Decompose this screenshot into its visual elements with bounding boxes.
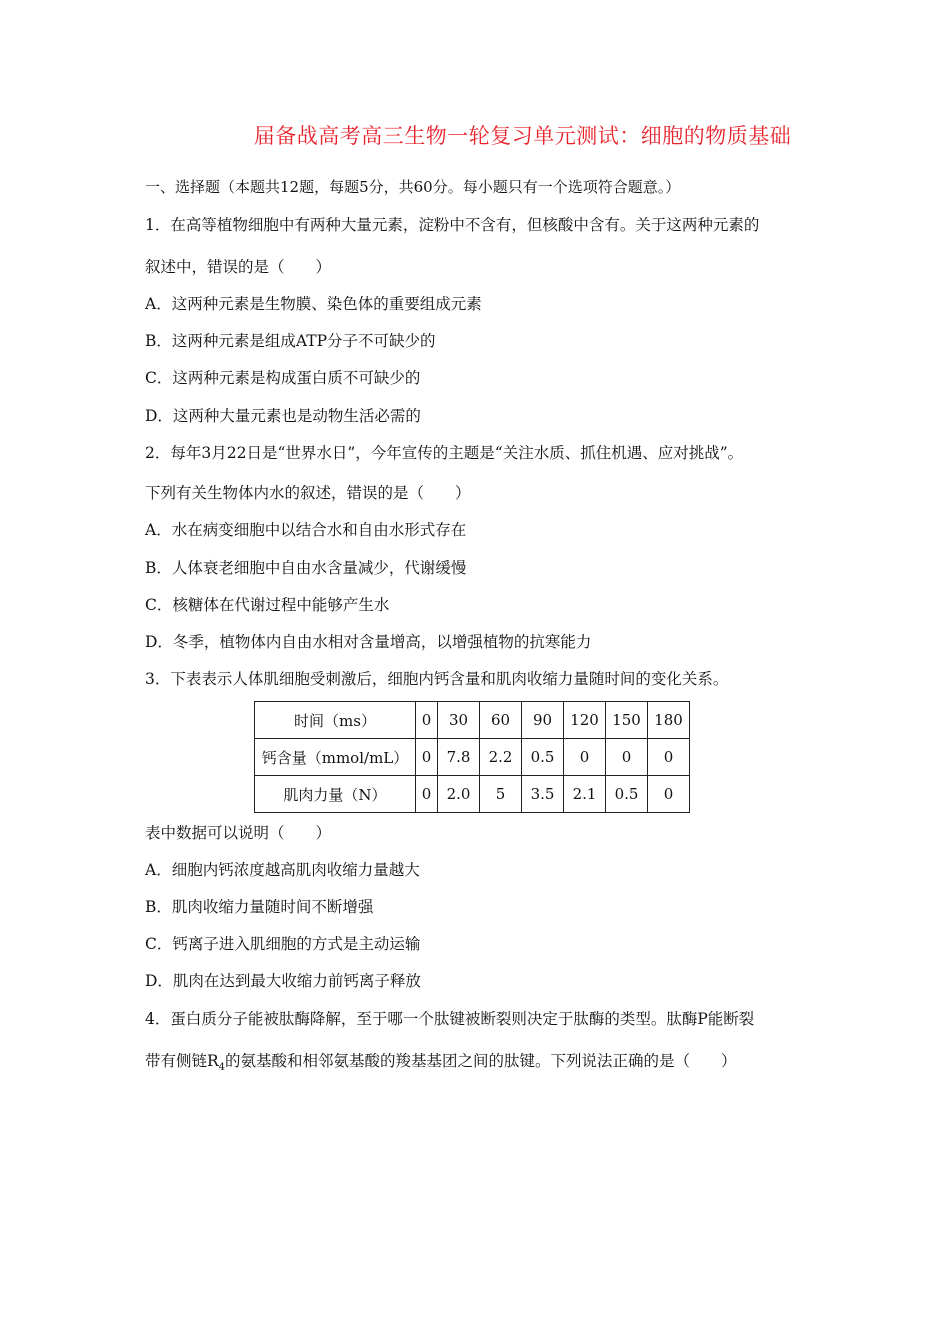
- q3-stem: 3．下表表示人体肌细胞受刺激后，细胞内钙含量和肌肉收缩力量随时间的变化关系。: [145, 670, 729, 688]
- table-cell: 0: [416, 776, 438, 813]
- q1-stem-line1: 1．在高等植物细胞中有两种大量元素，淀粉中不含有，但核酸中含有。关于这两种元素的: [145, 216, 760, 234]
- q2-option-c: C．核糖体在代谢过程中能够产生水: [145, 596, 390, 614]
- table-cell: 0: [606, 739, 648, 776]
- table-cell: 0.5: [606, 776, 648, 813]
- page-title: 届备战高考高三生物一轮复习单元测试：细胞的物质基础: [253, 124, 792, 148]
- q2-option-d: D．冬季，植物体内自由水相对含量增高，以增强植物的抗寒能力: [145, 633, 592, 651]
- table-cell: 2.2: [480, 739, 522, 776]
- table-cell: 肌肉力量（N）: [255, 776, 416, 813]
- table-cell: 90: [522, 702, 564, 739]
- table-cell: 3.5: [522, 776, 564, 813]
- q3-option-c: C．钙离子进入肌细胞的方式是主动运输: [145, 935, 421, 953]
- q1-option-a: A．这两种元素是生物膜、染色体的重要组成元素: [145, 295, 482, 313]
- table-cell: 60: [480, 702, 522, 739]
- q4-subscript: 4: [218, 1062, 226, 1074]
- table-cell: 0: [416, 702, 438, 739]
- table-cell: 0: [648, 776, 690, 813]
- q3-option-a: A．细胞内钙浓度越高肌肉收缩力量越大: [145, 861, 420, 879]
- data-table: [254, 701, 690, 813]
- q1-option-c: C．这两种元素是构成蛋白质不可缺少的: [145, 369, 421, 387]
- q1-option-b: B．这两种元素是组成ATP分子不可缺少的: [145, 332, 436, 350]
- q3-option-d: D．肌肉在达到最大收缩力前钙离子释放: [145, 972, 421, 990]
- table-row: [255, 776, 690, 813]
- q1-option-d: D．这两种大量元素也是动物生活必需的: [145, 407, 421, 425]
- q2-option-a: A．水在病变细胞中以结合水和自由水形式存在: [145, 521, 467, 539]
- table-cell: 0: [564, 739, 606, 776]
- table-cell: 120: [564, 702, 606, 739]
- table-cell: 时间（ms）: [255, 702, 416, 739]
- table-cell: 150: [606, 702, 648, 739]
- q2-stem-line2: 下列有关生物体内水的叙述，错误的是（ ）: [145, 484, 471, 502]
- table-cell: 2.1: [564, 776, 606, 813]
- table-cell: 180: [648, 702, 690, 739]
- table-cell: 5: [480, 776, 522, 813]
- table-cell: 7.8: [438, 739, 480, 776]
- table-cell: 钙含量（mmol/mL）: [255, 739, 416, 776]
- table-row: [255, 702, 690, 739]
- table-row: [255, 739, 690, 776]
- q1-stem-line2: 叙述中，错误的是（ ）: [145, 258, 332, 276]
- q4-stem-line1: 4．蛋白质分子能被肽酶降解，至于哪一个肽键被断裂则决定于肽酶的类型。肽酶P能断裂: [145, 1010, 755, 1028]
- q3-option-b: B．肌肉收缩力量随时间不断增强: [145, 898, 374, 916]
- q2-option-b: B．人体衰老细胞中自由水含量减少，代谢缓慢: [145, 559, 467, 577]
- table-cell: 2.0: [438, 776, 480, 813]
- q4-stem-line2-pre: 带有侧链R: [145, 1052, 219, 1070]
- section-header: 一、选择题（本题共12题，每题5分，共60分。每小题只有一个选项符合题意。）: [145, 178, 681, 196]
- q4-stem-line2: [145, 1049, 737, 1073]
- q3-after-table: 表中数据可以说明（ ）: [145, 824, 332, 842]
- table-cell: 30: [438, 702, 480, 739]
- table-cell: 0: [648, 739, 690, 776]
- q2-stem-line1: 2．每年3月22日是“世界水日”，今年宣传的主题是“关注水质、抓住机遇、应对挑战”。: [145, 444, 744, 462]
- table-cell: 0: [416, 739, 438, 776]
- table-cell: 0.5: [522, 739, 564, 776]
- q4-stem-line2-post: 的氨基酸和相邻氨基酸的羧基基团之间的肽键。下列说法正确的是（ ）: [225, 1052, 737, 1070]
